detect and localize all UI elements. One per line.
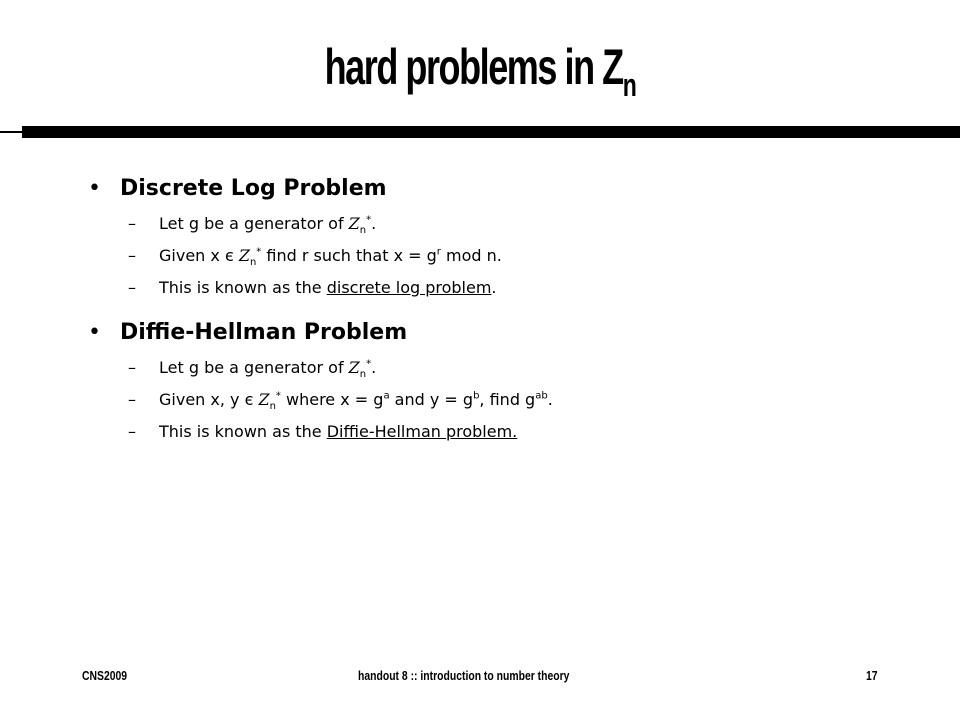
footer-handout: handout 8 :: introduction to number theory xyxy=(358,668,570,683)
list-item: – Let g be a generator of $Z_n^*$. xyxy=(128,214,377,237)
list-item: – Given x є $Z_n^*$ find r such that $x = g^r$ mod n. xyxy=(128,246,502,269)
list-item: – Let g be a generator of $Z_n^*$. xyxy=(128,358,377,381)
dash-icon: – xyxy=(128,246,136,265)
bullet-icon: • xyxy=(88,320,101,345)
dash-icon: – xyxy=(128,390,136,409)
section-heading: Diffie-Hellman Problem xyxy=(120,320,408,345)
section-diffie-hellman xyxy=(88,320,407,345)
footer-course: CNS2009 xyxy=(82,668,128,683)
dash-icon: – xyxy=(128,422,136,441)
title-divider-line xyxy=(0,131,960,133)
list-item: – This is known as the Diffie-Hellman problem. xyxy=(128,422,518,441)
link-diffie-hellman[interactable]: Diffie-Hellman problem. xyxy=(326,422,518,441)
slide-title: hard problems in $Z_n$ xyxy=(324,39,636,103)
section-discrete-log xyxy=(88,176,387,201)
link-discrete-log[interactable]: discrete log problem xyxy=(326,278,492,297)
bullet-icon: • xyxy=(88,176,101,201)
list-item: – Given x, y є $Z_n^*$ where $x = g^a$ and $y = g^b$, find $g^{ab}$. xyxy=(128,390,553,413)
dash-icon: – xyxy=(128,214,136,233)
dash-icon: – xyxy=(128,358,136,377)
page-number: 17 xyxy=(866,668,878,683)
list-item: – This is known as the discrete log problem. xyxy=(128,278,497,297)
section-heading: Discrete Log Problem xyxy=(120,176,387,201)
dash-icon: – xyxy=(128,278,136,297)
